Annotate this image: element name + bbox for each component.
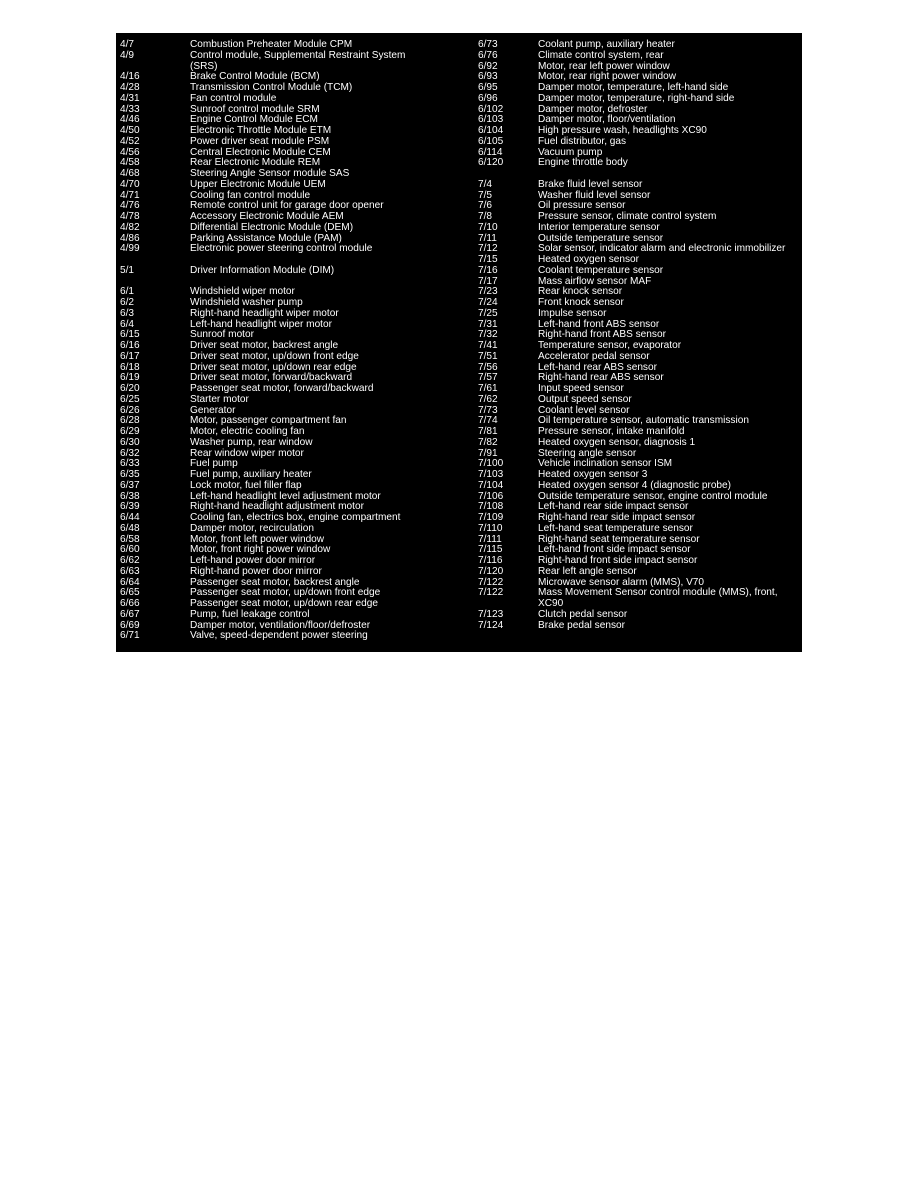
component-code: 7/73 [478, 404, 498, 416]
table-row [474, 373, 802, 384]
component-description: Interior temperature sensor [538, 221, 660, 233]
component-description: Driver Information Module (DIM) [190, 264, 335, 276]
table-row [474, 191, 802, 202]
component-description: Brake Control Module (BCM) [190, 71, 320, 83]
table-row [116, 395, 466, 406]
component-code: 7/23 [478, 286, 498, 298]
table-row [116, 449, 466, 460]
component-description: Right-hand power door mirror [190, 565, 322, 577]
table-row [116, 244, 466, 255]
component-code: 7/57 [478, 372, 498, 384]
component-description: Cooling fan, electrics box, engine compartment [190, 512, 401, 523]
table-row [116, 610, 466, 621]
component-code: 7/10 [478, 221, 498, 233]
component-code: 6/33 [120, 458, 140, 470]
component-code: 6/96 [478, 92, 498, 104]
component-description: Differential Electronic Module (DEM) [190, 221, 354, 233]
table-row [474, 309, 802, 320]
component-code: 7/12 [478, 243, 498, 255]
component-description: Engine Control Module ECM [190, 114, 318, 126]
component-description: Left-hand power door mirror [190, 555, 316, 566]
component-code: 6/19 [120, 372, 140, 384]
component-description: Temperature sensor, evaporator [538, 340, 682, 351]
component-code: 7/8 [478, 211, 493, 222]
component-description: Accelerator pedal sensor [538, 350, 650, 362]
component-description: Windshield washer pump [190, 297, 303, 308]
component-code: 6/28 [120, 415, 140, 427]
component-description: Heated oxygen sensor, diagnosis 1 [538, 436, 696, 448]
component-code: 4/78 [120, 211, 140, 222]
table-row [474, 137, 802, 148]
component-code: 7/4 [478, 178, 493, 190]
component-description: Solar sensor, indicator alarm and electronic immobilizer [538, 243, 786, 255]
component-description: Heated oxygen sensor [538, 254, 640, 265]
component-description: Outside temperature sensor [538, 232, 664, 244]
component-code: 6/1 [120, 286, 135, 298]
component-description: Coolant level sensor [538, 404, 630, 416]
table-row [116, 352, 466, 363]
table-row [116, 266, 466, 277]
table-row [116, 137, 466, 148]
component-description: Vacuum pump [538, 146, 603, 158]
component-description: Driver seat motor, backrest angle [190, 340, 339, 351]
table-row [474, 481, 802, 492]
component-code: 7/122 [478, 576, 504, 588]
component-code: 7/110 [478, 522, 503, 534]
component-description: Left-hand front ABS sensor [538, 318, 660, 330]
component-description: (SRS) [190, 60, 218, 72]
component-code: 4/71 [120, 189, 140, 201]
table-row [474, 395, 802, 406]
table-row [474, 588, 802, 599]
component-code: 6/15 [120, 329, 140, 341]
table-row [474, 599, 802, 610]
component-description: Fan control module [190, 92, 277, 104]
component-description: Passenger seat motor, up/down front edge [190, 587, 381, 599]
table-row [116, 524, 466, 535]
component-code: 6/35 [120, 469, 140, 480]
component-description: Windshield wiper motor [190, 286, 295, 298]
table-row [116, 384, 466, 395]
table-row [116, 94, 466, 105]
component-code: 7/6 [478, 200, 493, 212]
component-description: Rear knock sensor [538, 286, 623, 298]
component-code: 4/9 [120, 49, 135, 61]
component-code: 4/56 [120, 146, 140, 158]
table-row [474, 567, 802, 578]
component-code: 4/31 [120, 92, 140, 104]
component-code: 6/65 [120, 587, 140, 599]
component-description: Heated oxygen sensor 3 [538, 469, 648, 480]
component-description: Oil temperature sensor, automatic transmission [538, 415, 749, 427]
component-code: 4/86 [120, 232, 140, 244]
component-code: 7/116 [478, 555, 503, 566]
table-row [474, 158, 802, 169]
component-description: Damper motor, recirculation [190, 522, 314, 534]
component-code: 7/11 [478, 232, 497, 244]
component-code: 4/58 [120, 157, 140, 169]
component-code: 7/41 [478, 340, 498, 351]
component-code: 7/51 [478, 350, 498, 362]
component-code: 4/33 [120, 103, 140, 115]
table-row [474, 384, 802, 395]
component-code: 7/124 [478, 619, 504, 631]
component-description: Coolant temperature sensor [538, 264, 664, 276]
component-code: 6/25 [120, 393, 140, 405]
table-row [116, 223, 466, 234]
component-description: Passenger seat motor, forward/backward [190, 383, 374, 394]
component-description: Oil pressure sensor [538, 200, 626, 212]
table-row [474, 287, 802, 298]
component-code: 7/5 [478, 189, 493, 201]
component-code: 7/31 [478, 318, 498, 330]
component-description: Damper motor, temperature, left-hand side [538, 82, 729, 93]
component-description: Damper motor, ventilation/floor/defroster [190, 619, 371, 631]
component-description: Mass Movement Sensor control module (MMS), front, [538, 587, 778, 599]
component-code: 6/93 [478, 71, 498, 83]
component-description: Right-hand seat temperature sensor [538, 533, 700, 545]
component-description: Motor, rear left power window [538, 60, 670, 72]
component-description: Steering Angle Sensor module SAS [190, 168, 350, 179]
component-code: 6/20 [120, 383, 140, 394]
component-description: Fuel pump, auxiliary heater [190, 469, 312, 480]
component-description: Upper Electronic Module UEM [190, 178, 326, 190]
component-description: Parking Assistance Module (PAM) [190, 232, 342, 244]
component-code: 6/30 [120, 436, 140, 448]
component-code: 4/7 [120, 39, 135, 50]
component-description: Washer fluid level sensor [538, 189, 651, 201]
component-description: Heated oxygen sensor 4 (diagnostic probe) [538, 479, 732, 491]
component-description: Brake fluid level sensor [538, 178, 643, 190]
component-code: 7/82 [478, 436, 498, 448]
component-description: Valve, speed-dependent power steering [190, 630, 368, 642]
component-code: 7/56 [478, 361, 498, 373]
component-code: 7/91 [478, 447, 498, 459]
component-description: Electronic Throttle Module ETM [190, 125, 332, 136]
table-row [474, 352, 802, 363]
component-code: 7/16 [478, 264, 498, 276]
component-description: Motor, rear right power window [538, 71, 677, 83]
component-description: Washer pump, rear window [190, 436, 313, 448]
component-code: 6/104 [478, 125, 504, 136]
component-description: Damper motor, floor/ventilation [538, 114, 676, 126]
component-description: Climate control system, rear [538, 49, 664, 61]
component-code: 7/17 [478, 275, 498, 287]
component-code: 6/26 [120, 404, 140, 416]
component-description: Starter motor [190, 393, 249, 405]
component-code: 6/3 [120, 307, 135, 319]
component-description: Right-hand front ABS sensor [538, 329, 666, 341]
component-description: Transmission Control Module (TCM) [190, 82, 353, 93]
table-row [474, 126, 802, 137]
component-code: 6/44 [120, 512, 140, 523]
component-code: 6/17 [120, 350, 140, 362]
component-code: 6/58 [120, 533, 140, 545]
component-code: 5/1 [120, 264, 135, 276]
component-description: Right-hand rear side impact sensor [538, 512, 696, 523]
component-code: 7/32 [478, 329, 498, 341]
component-code: 4/46 [120, 114, 140, 126]
component-code: 6/32 [120, 447, 140, 459]
component-description: Damper motor, temperature, right-hand side [538, 92, 735, 104]
component-code: 6/39 [120, 501, 140, 513]
component-code-table [116, 33, 802, 652]
component-code: 7/81 [478, 426, 498, 437]
component-description: Left-hand headlight wiper motor [190, 318, 332, 330]
component-description: Driver seat motor, up/down front edge [190, 350, 359, 362]
component-description: Cooling fan control module [190, 189, 311, 201]
component-code: 6/60 [120, 544, 140, 556]
component-code: 7/15 [478, 254, 498, 265]
component-description: Outside temperature sensor, engine control module [538, 490, 768, 502]
table-row [474, 51, 802, 62]
component-description: Pump, fuel leakage control [190, 608, 310, 620]
component-code: 4/82 [120, 221, 140, 233]
table-row [474, 223, 802, 234]
component-description: Clutch pedal sensor [538, 608, 628, 620]
table-row [474, 610, 802, 621]
component-code: 6/114 [478, 146, 503, 158]
component-description: Fuel pump [190, 458, 238, 470]
component-code: 7/106 [478, 490, 504, 502]
component-description: Front knock sensor [538, 297, 624, 308]
table-row [116, 631, 466, 642]
table-row [474, 524, 802, 535]
component-description: Input speed sensor [538, 383, 624, 394]
component-code: 7/123 [478, 608, 504, 620]
component-code: 7/115 [478, 544, 503, 556]
component-code: 6/69 [120, 619, 140, 631]
component-code: 7/62 [478, 393, 498, 405]
component-code: 6/120 [478, 157, 504, 169]
table-row [474, 148, 802, 159]
component-code: 7/103 [478, 469, 504, 480]
component-code: 7/25 [478, 307, 498, 319]
component-description: Motor, electric cooling fan [190, 426, 305, 437]
component-description: Fuel distributor, gas [538, 135, 627, 147]
component-description: Vehicle inclination sensor ISM [538, 458, 673, 470]
component-code: 6/67 [120, 608, 140, 620]
left-column [116, 40, 466, 642]
component-description: XC90 [538, 598, 564, 609]
component-code: 6/73 [478, 39, 498, 50]
component-code: 6/92 [478, 60, 498, 72]
table-row [474, 438, 802, 449]
component-description: Motor, passenger compartment fan [190, 415, 347, 427]
component-code: 6/76 [478, 49, 498, 61]
component-code: 7/108 [478, 501, 504, 513]
component-code: 7/111 [478, 533, 502, 545]
component-description: Motor, front right power window [190, 544, 331, 556]
table-row [116, 438, 466, 449]
component-description: Remote control unit for garage door opener [190, 200, 384, 212]
component-description: Rear window wiper motor [190, 447, 304, 459]
component-code: 4/70 [120, 178, 140, 190]
component-code: 4/99 [120, 243, 140, 255]
component-description: Left-hand rear ABS sensor [538, 361, 657, 373]
component-description: Brake pedal sensor [538, 619, 625, 631]
component-description: Sunroof motor [190, 329, 254, 341]
component-description: Left-hand front side impact sensor [538, 544, 691, 556]
right-column [474, 40, 802, 631]
component-description: Sunroof control module SRM [190, 103, 320, 115]
table-row [116, 83, 466, 94]
table-row [116, 51, 466, 62]
component-code: 6/37 [120, 479, 140, 491]
component-code: 6/16 [120, 340, 140, 351]
component-description: Microwave sensor alarm (MMS), V70 [538, 576, 705, 588]
component-code: 6/38 [120, 490, 140, 502]
table-row [116, 309, 466, 320]
component-description: Left-hand seat temperature sensor [538, 522, 693, 534]
component-code: 7/24 [478, 297, 498, 308]
component-description: Power driver seat module PSM [190, 135, 330, 147]
table-row [474, 180, 802, 191]
component-description: Right-hand rear ABS sensor [538, 372, 664, 384]
table-row [116, 180, 466, 191]
table-row [474, 266, 802, 277]
component-description: Left-hand rear side impact sensor [538, 501, 689, 513]
component-description: Rear Electronic Module REM [190, 157, 321, 169]
component-description: High pressure wash, headlights XC90 [538, 125, 707, 136]
component-code: 6/2 [120, 297, 135, 308]
component-code: 7/120 [478, 565, 504, 577]
component-description: Right-hand front side impact sensor [538, 555, 698, 566]
table-row [474, 556, 802, 567]
component-description: Left-hand headlight level adjustment motor [190, 490, 381, 502]
component-code: 6/63 [120, 565, 140, 577]
component-code: 6/66 [120, 598, 140, 609]
component-description: Steering angle sensor [538, 447, 637, 459]
component-code: 7/100 [478, 458, 504, 470]
component-code: 4/52 [120, 135, 140, 147]
component-description: Electronic power steering control module [190, 243, 373, 255]
component-code: 6/29 [120, 426, 140, 437]
table-row [116, 567, 466, 578]
component-code: 7/109 [478, 512, 504, 523]
table-row [474, 277, 802, 288]
component-description: Pressure sensor, climate control system [538, 211, 717, 222]
component-description: Impulse sensor [538, 307, 607, 319]
component-code: 6/102 [478, 103, 504, 115]
table-row [474, 94, 802, 105]
component-description: Passenger seat motor, up/down rear edge [190, 598, 378, 609]
component-description: Right-hand headlight wiper motor [190, 307, 339, 319]
component-description: Pressure sensor, intake manifold [538, 426, 685, 437]
component-code: 6/95 [478, 82, 498, 93]
component-code: 7/61 [478, 383, 498, 394]
component-description: Control module, Supplemental Restraint System [190, 49, 406, 61]
component-description: Central Electronic Module CEM [190, 146, 331, 158]
component-description: Driver seat motor, up/down rear edge [190, 361, 357, 373]
component-description: Coolant pump, auxiliary heater [538, 39, 675, 50]
component-description: Combustion Preheater Module CPM [190, 39, 353, 50]
table-row [474, 298, 802, 309]
component-code: 4/68 [120, 168, 140, 179]
component-code: 7/74 [478, 415, 498, 427]
component-description: Driver seat motor, forward/backward [190, 372, 353, 384]
component-code: 6/62 [120, 555, 140, 566]
component-description: Motor, front left power window [190, 533, 325, 545]
component-code: 6/4 [120, 318, 135, 330]
component-description: Right-hand headlight adjustment motor [190, 501, 364, 513]
component-description: Generator [190, 404, 236, 416]
component-code: 4/76 [120, 200, 140, 212]
component-description: Accessory Electronic Module AEM [190, 211, 344, 222]
component-code: 7/104 [478, 479, 504, 491]
component-description: Rear left angle sensor [538, 565, 637, 577]
component-code: 6/103 [478, 114, 504, 126]
table-row [474, 621, 802, 632]
component-code: 4/50 [120, 125, 140, 136]
component-description: Lock motor, fuel filler flap [190, 479, 302, 491]
component-description: Damper motor, defroster [538, 103, 648, 115]
component-description: Passenger seat motor, backrest angle [190, 576, 360, 588]
component-code: 6/18 [120, 361, 140, 373]
component-description: Engine throttle body [538, 157, 628, 169]
component-code: 4/28 [120, 82, 140, 93]
table-row [116, 481, 466, 492]
component-code: 7/122 [478, 587, 504, 599]
component-code: 6/48 [120, 522, 140, 534]
component-code: 4/16 [120, 71, 140, 83]
component-code: 6/105 [478, 135, 504, 147]
component-description: Output speed sensor [538, 393, 632, 405]
component-code: 6/71 [120, 630, 140, 642]
component-code: 6/64 [120, 576, 140, 588]
component-description: Mass airflow sensor MAF [538, 275, 652, 287]
table-row [116, 320, 466, 331]
